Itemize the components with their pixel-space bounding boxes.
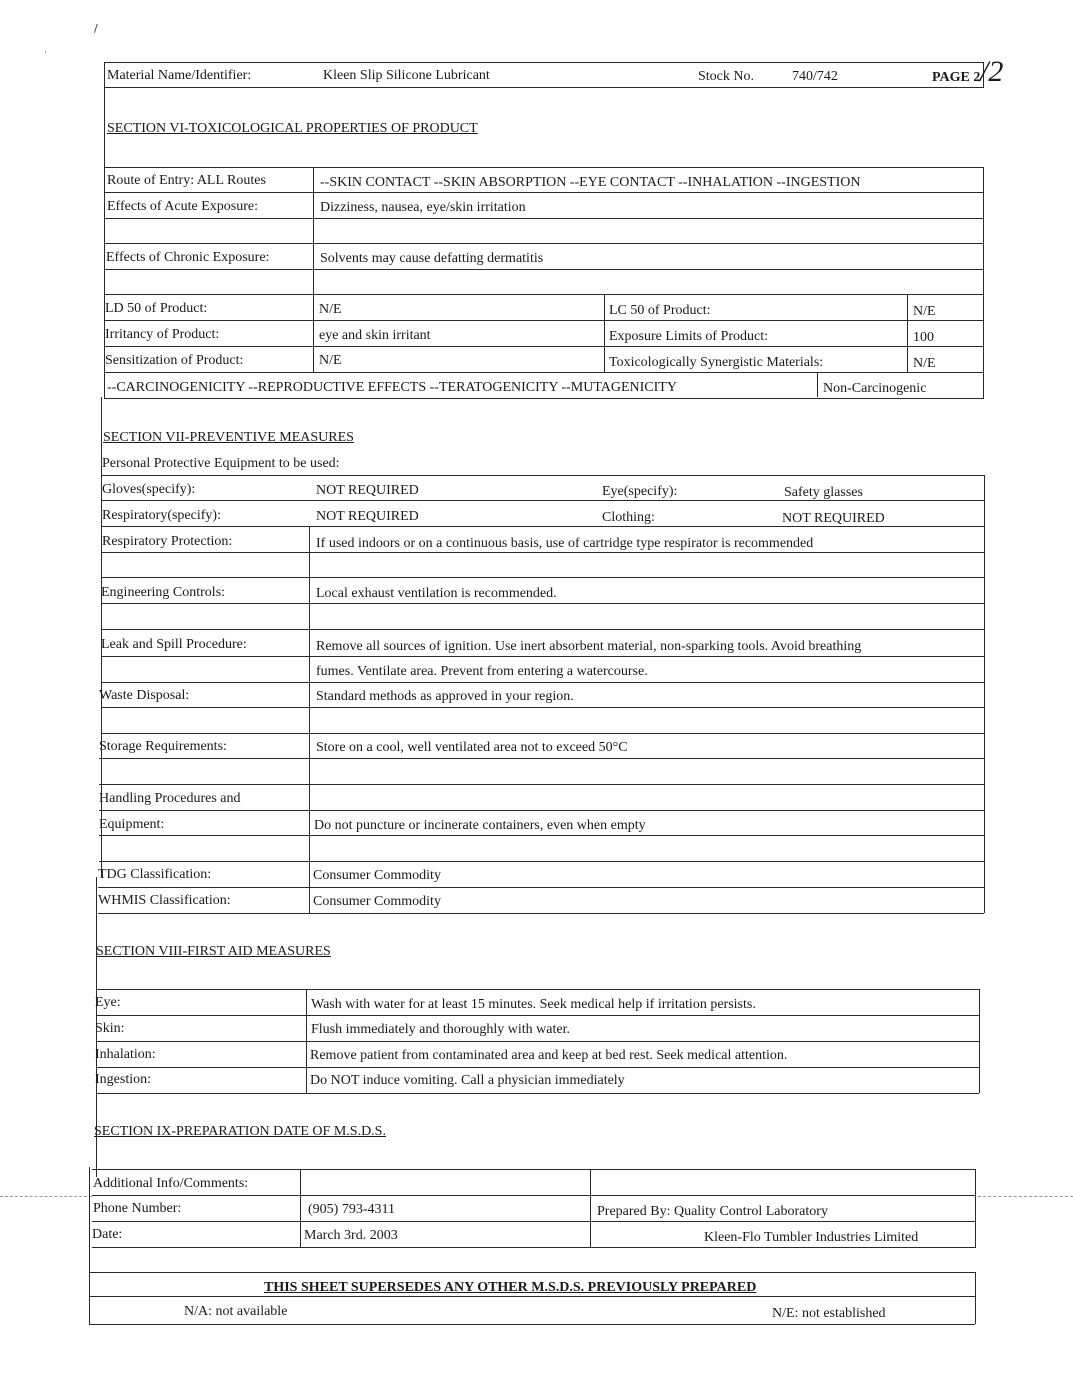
material-value: Kleen Slip Silicone Lubricant — [323, 68, 490, 83]
scan-mark: · — [44, 48, 47, 58]
supersedes-notice: THIS SHEET SUPERSEDES ANY OTHER M.S.D.S. PREVIOUSLY PREPARED — [264, 1280, 757, 1295]
ne-footnote: N/E: not established — [772, 1306, 886, 1321]
first-aid-eye-label: Eye: — [95, 995, 121, 1010]
sensitization-value: N/E — [319, 353, 342, 368]
acute-value: Dizziness, nausea, eye/skin irritation — [320, 200, 526, 215]
carcinogenicity-value: Non-Carcinogenic — [823, 381, 927, 396]
scan-dashed-line — [0, 1196, 92, 1197]
leak-spill-value-line1: Remove all sources of ignition. Use inert absorbent material, non-sparking tools. Avoid breathing — [316, 639, 862, 654]
irritancy-label: Irritancy of Product: — [105, 327, 220, 342]
tdg-value: Consumer Commodity — [313, 868, 441, 883]
eye-protection-label: Eye(specify): — [602, 484, 678, 499]
exposure-value: 100 — [913, 330, 934, 345]
handling-label-line2: Equipment: — [99, 817, 165, 832]
respiratory-protection-label: Respiratory Protection: — [102, 534, 233, 549]
eye-protection-value: Safety glasses — [784, 485, 863, 500]
synergistic-value: N/E — [913, 356, 936, 371]
sensitization-label: Sensitization of Product: — [105, 353, 244, 368]
gloves-label: Gloves(specify): — [102, 482, 196, 497]
clothing-value: NOT REQUIRED — [782, 511, 885, 526]
gloves-value: NOT REQUIRED — [316, 483, 419, 498]
engineering-controls-label: Engineering Controls: — [101, 585, 226, 600]
whmis-label: WHMIS Classification: — [98, 893, 231, 908]
handling-value: Do not puncture or incinerate containers, even when empty — [314, 818, 646, 833]
ld50-label: LD 50 of Product: — [105, 301, 208, 316]
company-name: Kleen-Flo Tumbler Industries Limited — [704, 1230, 919, 1245]
exposure-label: Exposure Limits of Product: — [609, 329, 769, 344]
irritancy-value: eye and skin irritant — [319, 328, 431, 343]
stock-label: Stock No. — [698, 69, 754, 84]
first-aid-skin-label: Skin: — [95, 1021, 125, 1036]
respiratory-value: NOT REQUIRED — [316, 509, 419, 524]
material-label: Material Name/Identifier: — [107, 68, 252, 83]
section-ix-title: SECTION IX-PREPARATION DATE OF M.S.D.S. — [94, 1124, 386, 1139]
na-footnote: N/A: not available — [184, 1304, 288, 1319]
phone-value: (905) 793-4311 — [308, 1202, 395, 1217]
tdg-label: TDG Classification: — [98, 867, 212, 882]
page-number: PAGE 2 — [932, 70, 981, 85]
scan-dashed-line — [978, 1196, 1073, 1197]
section-vi-title: SECTION VI-TOXICOLOGICAL PROPERTIES OF PRODUCT — [107, 121, 478, 136]
leak-spill-value-line2: fumes. Ventilate area. Prevent from entering a watercourse. — [316, 664, 648, 679]
ld50-value: N/E — [319, 302, 342, 317]
storage-value: Store on a cool, well ventilated area not to exceed 50°C — [316, 740, 628, 755]
respiratory-protection-value: If used indoors or on a continuous basis, use of cartridge type respirator is recommended — [316, 536, 814, 551]
first-aid-eye-value: Wash with water for at least 15 minutes. Seek medical help if irritation persists. — [311, 997, 756, 1012]
first-aid-ingestion-value: Do NOT induce vomiting. Call a physician immediately — [310, 1073, 625, 1088]
first-aid-skin-value: Flush immediately and thoroughly with water. — [311, 1022, 570, 1037]
waste-disposal-value: Standard methods as approved in your region. — [316, 689, 574, 704]
clothing-label: Clothing: — [602, 510, 655, 525]
respiratory-label: Respiratory(specify): — [102, 508, 221, 523]
stock-value: 740/742 — [792, 69, 838, 84]
ppe-label: Personal Protective Equipment to be used: — [102, 456, 340, 471]
msds-page-frame — [92, 55, 1004, 1324]
whmis-value: Consumer Commodity — [313, 894, 441, 909]
acute-label: Effects of Acute Exposure: — [107, 199, 258, 214]
scan-mark: / — [94, 22, 98, 35]
section-viii-title: SECTION VIII-FIRST AID MEASURES — [96, 944, 331, 959]
synergistic-label: Toxicologically Synergistic Materials: — [609, 355, 824, 370]
date-label: Date: — [92, 1227, 123, 1242]
first-aid-inhalation-value: Remove patient from contaminated area and keep at bed rest. Seek medical attention. — [310, 1048, 788, 1063]
carcinogenicity-label: --CARCINOGENICITY --REPRODUCTIVE EFFECTS --TERATOGENICITY --MUTAGENICITY — [107, 380, 677, 395]
engineering-controls-value: Local exhaust ventilation is recommended. — [316, 586, 557, 601]
additional-info-label: Additional Info/Comments: — [93, 1176, 249, 1191]
first-aid-ingestion-label: Ingestion: — [95, 1072, 151, 1087]
storage-label: Storage Requirements: — [99, 739, 227, 754]
route-value: --SKIN CONTACT --SKIN ABSORPTION --EYE CONTACT --INHALATION --INGESTION — [320, 175, 861, 190]
lc50-value: N/E — [913, 304, 936, 319]
prepared-by: Prepared By: Quality Control Laboratory — [597, 1204, 828, 1219]
waste-disposal-label: Waste Disposal: — [99, 688, 190, 703]
page-handwritten-mark: /2 — [980, 55, 1004, 88]
route-label: Route of Entry: ALL Routes — [107, 173, 266, 188]
leak-spill-label: Leak and Spill Procedure: — [101, 637, 247, 652]
chronic-label: Effects of Chronic Exposure: — [106, 250, 270, 265]
section-vii-title: SECTION VII-PREVENTIVE MEASURES — [103, 430, 354, 445]
phone-label: Phone Number: — [93, 1201, 182, 1216]
date-value: March 3rd. 2003 — [304, 1228, 398, 1243]
page-left-rule — [89, 1167, 90, 1324]
chronic-value: Solvents may cause defatting dermatitis — [320, 251, 544, 266]
handling-label-line1: Handling Procedures and — [99, 791, 241, 806]
first-aid-inhalation-label: Inhalation: — [95, 1047, 156, 1062]
lc50-label: LC 50 of Product: — [609, 303, 711, 318]
